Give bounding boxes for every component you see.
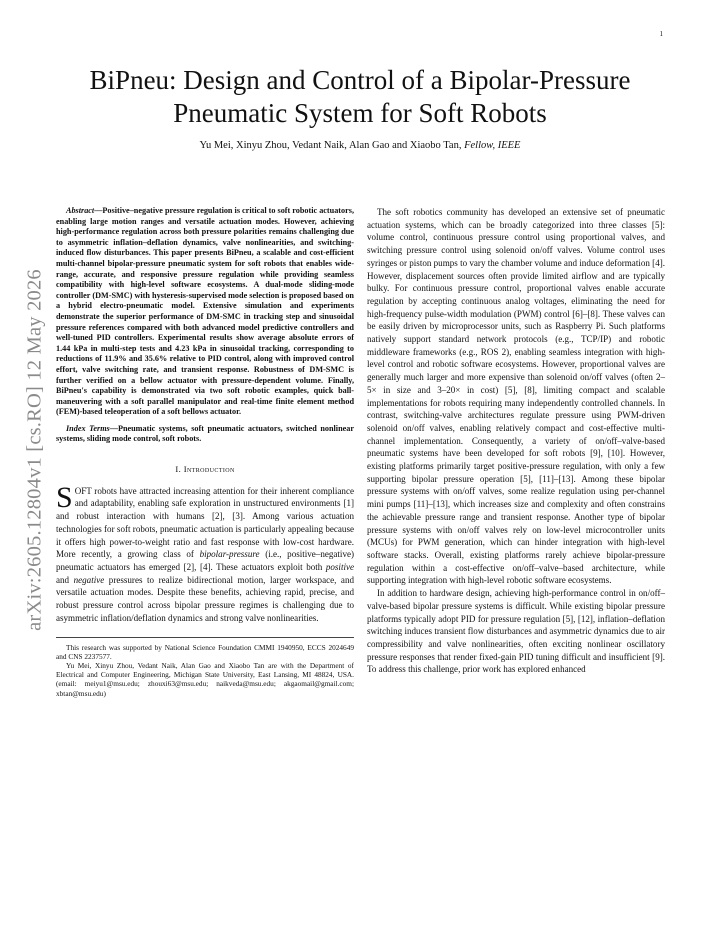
author-fellow-note: Fellow, IEEE	[464, 140, 521, 151]
index-terms-text: —Pneumatic systems, soft pneumatic actuators, switched nonlinear systems, sliding mode control, soft robots.	[56, 423, 354, 444]
intro-text-2: (i.e., positive–negative) pneumatic actuators has emerged [2], [4]. These actuators exploit both	[56, 549, 354, 572]
intro-text-4: pressures to realize bidirectional motion, larger workspace, and versatile actuation modes. Despite these benefits, achieving rapid, precise, and robust pressure control across bipolar pressure regimes is challenging due to asymmetric inflation/deflation dynamics and strong valve nonlinearities.	[56, 574, 354, 623]
abstract-text: —Positive–negative pressure regulation is critical to soft robotic actuators, enabling large motion ranges and versatile actuation modes. However, achieving high-performance regulation across both pressure polarities remains challenging due to asymmetric inflation–deflation dynamics, valve nonlinearities, and switching-induced flow disturbances. This paper presents BiPneu, a scalable and cost-efficient multi-channel bipolar-pressure pneumatic system for soft robots that enables wide-range, accurate, and responsive pressure regulation while providing seamless compatibility with high-level software ecosystems. A dual-mode sliding-mode controller (DM-SMC) with hysteresis-supervised mode selection is proposed based on a hybrid electro-pneumatic model. Extensive simulation and experiments demonstrate the superior performance of DM-SMC in tracking step and sinusoidal pressure references compared with both advanced model predictive controllers and well-tuned PID controllers. Experimental results show average absolute errors of 1.44 kPa in multi-step tests and 4.23 kPa in sinusoidal tracking, corresponding to reductions of 11.9% and 35.6% relative to PID control, along with improved control effort, valve switching rate, and transient response. Robustness of DM-SMC is further verified on a bellow actuator with pressure-dependent volume. Finally, BiPneu's capability is demonstrated via two soft robotic examples, quick ball-maneuvering with a soft parallel manipulator and real-time finite element method (FEM)-based teleoperation of a soft bellows actuator.	[56, 206, 354, 417]
body-paragraph-1: The soft robotics community has developed an extensive set of pneumatic actuation systems, which can be broadly categorized into three classes [5]: volume control, continuous pressure control using proportional valves, and switching pressure control using solenoid on/off valves. Volume control uses syringes or piston pumps to vary the chamber volume and induce deformation [4]. However, displacement sources often provide limited airflow and are typically bulky. For continuous pressure control, proportional valves enable accurate regulation by accepting continuous analog voltages, eliminating the need for high-frequency pulse-width modulation (PWM) control [6]–[8]. These valves can be easily driven by microprocessor units, such as Raspberry Pi. Such platforms natively support standard network protocols (e.g., TCP/IP) and robotic middleware frameworks (e.g., ROS 2), enabling seamless integration with high-level control and robotic software ecosystems. However, proportional valves are generally much larger and more expensive than solenoid on/off valves (often 2–5× in size and 3–20× in cost) [5], [8], limiting compact and scalable implementations for robots requiring many independently controlled channels. In contrast, switching-valve architectures regulate pressure using PWM-driven solenoid on/off valves, enabling relatively compact and cost-effective multi-channel implementation. Consequently, a variety of on/off–valve-based pneumatic systems have been developed for soft robots [9], [10]. However, existing platforms primarily target positive-pressure regulation, with only a few supporting bipolar pressure operation [5], [11]–[13]. Among these bipolar pressure systems with on/off valves, some realize regulation using per-channel mini pumps [11]–[13], which increases size and complexity and often constrains the achievable pressure range and transient response. Another type of bipolar pressure systems with on/off valves rely on low-level microcontroller units (MCUs) for PWM generation, which can hinder integration with high-level software stacks. Overall, existing platforms rarely achieve bipolar-pressure regulation within a cost-effective on/off–valve–based architecture, while supporting integration with high-level robotic software ecosystems.	[367, 207, 665, 586]
arxiv-identifier: arXiv:2605.12804v1 [cs.RO] 12 May 2026	[23, 269, 46, 631]
arxiv-watermark	[15, 255, 55, 645]
drop-cap: S	[56, 480, 73, 514]
author-names: Yu Mei, Xinyu Zhou, Vedant Naik, Alan Gao and Xiaobo Tan,	[199, 140, 462, 151]
intro-emphasis-positive: positive	[325, 561, 354, 572]
right-column	[367, 206, 665, 676]
section-heading	[56, 463, 354, 476]
body-paragraph-2: In addition to hardware design, achieving high-performance control in on/off–valve-based bipolar pressure systems is difficult. While existing bipolar pressure platforms typically adopt PID for pressure regulation [5], [12], inflation–deflation switching induces transient flow disturbances and asymmetric dynamics due to air compressibility and valve nonlinearities, often exciting nonlinear oscillatory pressure responses that render fixed-gain PID tuning difficult and insufficient [9]. To address this challenge, prior work has explored enhanced	[367, 588, 665, 675]
page-number: 1	[659, 30, 663, 38]
section-title: Introduction	[183, 464, 235, 475]
funding-footnote: This research was supported by National Science Foundation CMMI 1940950, ECCS 2024649 and CNS 2237577.	[56, 642, 354, 661]
paper-title: BiPneu: Design and Control of a Bipolar-Pressure Pneumatic System for Soft Robots	[89, 65, 631, 128]
index-terms-label: Index Terms	[66, 423, 110, 433]
intro-text-3: and	[56, 574, 74, 585]
intro-text-1: OFT robots have attracted increasing attention for their inherent compliance and adaptability, enabling safe exploration in unstructured environments [1] and robust interaction with humans [2], [3]. Among various actuation technologies for soft robots, pneumatic actuation is particularly appealing because it offers high power-to-weight ratio and fast response with low-cost hardware. More recently, a growing class of	[56, 485, 354, 560]
footnotes	[56, 637, 354, 698]
index-terms	[56, 424, 354, 445]
intro-paragraph	[56, 480, 354, 625]
author-line	[60, 140, 660, 151]
affiliation-footnote: Yu Mei, Xinyu Zhou, Vedant Naik, Alan Gao and Xiaobo Tan are with the Department of Electrical and Computer Engineering, Michigan State University, East Lansing, MI 48824, USA. (email: meiyu1@msu.edu; zhouxi63@msu.edu; naikveda@msu.edu; akgaomail@gmail.com; xbtan@msu.edu)	[56, 660, 354, 698]
abstract-label: Abstract	[66, 206, 95, 215]
intro-emphasis-negative: negative	[73, 574, 105, 585]
abstract	[56, 206, 354, 418]
intro-emphasis-bipolar: bipolar-pressure	[199, 549, 260, 560]
left-column	[56, 206, 354, 698]
section-number: I.	[175, 464, 182, 475]
